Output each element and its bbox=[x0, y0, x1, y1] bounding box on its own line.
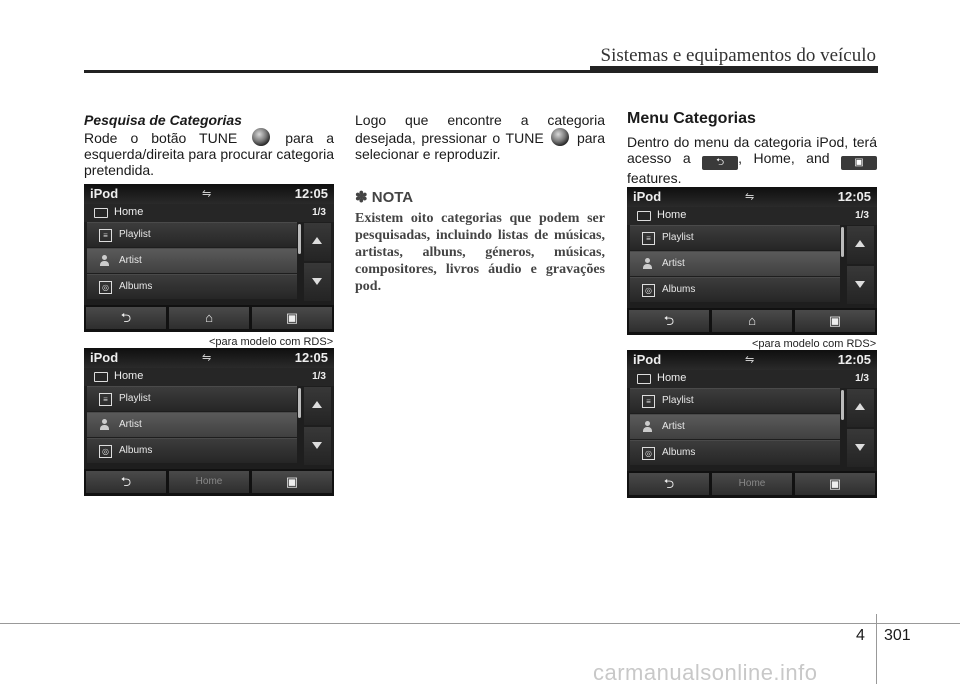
col1-text-a: Rode o botão TUNE bbox=[84, 130, 238, 146]
chapter-number: 4 bbox=[856, 627, 865, 644]
list-item-label: Playlist bbox=[119, 229, 151, 240]
col3-text-c: features. bbox=[627, 170, 682, 186]
album-icon: ◎ bbox=[642, 284, 655, 297]
home-row-label: Home bbox=[657, 209, 687, 221]
arrow-up-icon bbox=[855, 403, 865, 410]
col3-text bbox=[627, 110, 877, 186]
caption-rds: <para modelo com RDS> bbox=[209, 336, 334, 348]
usb-icon: ⇋ bbox=[745, 354, 755, 366]
back-button[interactable] bbox=[629, 473, 709, 495]
home-button[interactable]: Home bbox=[712, 473, 792, 495]
list-item-label: Albums bbox=[119, 445, 153, 456]
scroll-up-button[interactable] bbox=[304, 387, 331, 425]
section-title-menu: Menu Categorias bbox=[627, 110, 756, 127]
folder-up-button[interactable] bbox=[795, 310, 875, 332]
section-heading-categories: Pesquisa de Categorias bbox=[84, 112, 242, 128]
clock: 12:05 bbox=[837, 352, 871, 367]
home-row-label: Home bbox=[114, 370, 144, 382]
ipod-screen-3 bbox=[627, 187, 877, 335]
bottom-bar bbox=[84, 305, 334, 332]
folder-up-button[interactable] bbox=[795, 473, 875, 495]
usb-icon: ⇋ bbox=[202, 188, 212, 200]
tune-knob-icon bbox=[551, 128, 569, 146]
folder-up-icon: ▣ bbox=[285, 474, 299, 489]
list-item-label: Artist bbox=[662, 421, 685, 432]
back-button[interactable] bbox=[86, 471, 166, 493]
source-label: iPod bbox=[633, 189, 662, 204]
col3-text-a: Dentro do menu da categoria iPod, terá acesso a bbox=[627, 134, 877, 166]
col3-text-b: , Home, and bbox=[738, 150, 830, 166]
bottom-bar bbox=[627, 308, 877, 335]
caption-rds: <para modelo com RDS> bbox=[752, 338, 877, 350]
folder-up-icon: ▣ bbox=[285, 310, 299, 325]
playlist-icon: ≡ bbox=[99, 229, 112, 242]
arrow-up-icon bbox=[855, 240, 865, 247]
col1-text-b: para a bbox=[285, 130, 335, 146]
arrow-down-icon bbox=[312, 278, 322, 285]
arrow-up-icon bbox=[312, 237, 322, 244]
scroll-down-button[interactable] bbox=[847, 429, 874, 467]
home-button[interactable] bbox=[169, 307, 249, 329]
back-arrow-icon: ⮌ bbox=[663, 313, 675, 328]
scroll-up-button[interactable] bbox=[304, 223, 331, 261]
back-button[interactable] bbox=[629, 310, 709, 332]
status-bar bbox=[627, 187, 877, 207]
arrow-down-icon bbox=[855, 281, 865, 288]
tune-knob-icon bbox=[252, 128, 270, 146]
list-item-label: Albums bbox=[662, 447, 696, 458]
col2-text-b: para selecionar e reproduzir. bbox=[355, 130, 606, 162]
home-button[interactable]: Home bbox=[169, 471, 249, 493]
scroll-up-button[interactable] bbox=[847, 389, 874, 427]
scrollbar[interactable] bbox=[298, 224, 301, 254]
col1-paragraph bbox=[84, 128, 334, 178]
page-number: 301 bbox=[884, 627, 911, 644]
list-item-albums[interactable] bbox=[630, 440, 840, 465]
ipod-screen-1 bbox=[84, 184, 334, 332]
list-item-label: Albums bbox=[662, 284, 696, 295]
col2-text-a: Logo que encontre a categoria desejada, pressionar o TUNE bbox=[355, 112, 605, 146]
home-row[interactable] bbox=[84, 204, 334, 222]
list-item-artist[interactable] bbox=[630, 251, 840, 276]
playlist-icon: ≡ bbox=[642, 232, 655, 245]
footer-divider bbox=[876, 614, 877, 684]
back-button[interactable] bbox=[86, 307, 166, 329]
page-indicator: 1/3 bbox=[855, 210, 869, 221]
page-header-title: Sistemas e equipamentos do veículo bbox=[600, 45, 876, 66]
bottom-bar bbox=[627, 471, 877, 498]
list-item-albums[interactable] bbox=[87, 274, 297, 299]
folder-icon bbox=[94, 208, 108, 218]
col2-paragraph bbox=[355, 112, 605, 162]
scroll-down-button[interactable] bbox=[304, 427, 331, 465]
home-button[interactable] bbox=[712, 310, 792, 332]
bottom-bar bbox=[84, 469, 334, 496]
artist-icon bbox=[99, 255, 110, 266]
artist-icon bbox=[99, 419, 110, 430]
source-label: iPod bbox=[90, 186, 119, 201]
home-row[interactable] bbox=[627, 370, 877, 388]
folder-up-button-icon: ▣ bbox=[841, 156, 877, 170]
list-item-label: Albums bbox=[119, 281, 153, 292]
list-item-label: Playlist bbox=[662, 395, 694, 406]
home-row[interactable] bbox=[627, 207, 877, 225]
scrollbar[interactable] bbox=[841, 390, 844, 420]
album-icon: ◎ bbox=[99, 445, 112, 458]
back-arrow-icon: ⮌ bbox=[120, 474, 132, 489]
folder-up-icon: ▣ bbox=[828, 313, 842, 328]
list-item-playlist[interactable] bbox=[630, 225, 840, 250]
watermark: carmanualsonline.info bbox=[593, 660, 818, 685]
source-label: iPod bbox=[90, 350, 119, 365]
status-bar bbox=[627, 350, 877, 370]
col3-paragraph bbox=[627, 134, 877, 186]
list-item-artist[interactable] bbox=[87, 412, 297, 437]
folder-icon bbox=[637, 374, 651, 384]
list-item-albums[interactable] bbox=[630, 277, 840, 302]
artist-icon bbox=[642, 421, 653, 432]
home-icon: ⌂ bbox=[748, 313, 756, 328]
ipod-screen-4 bbox=[627, 350, 877, 498]
album-icon: ◎ bbox=[99, 281, 112, 294]
list-item-label: Playlist bbox=[662, 232, 694, 243]
page-indicator: 1/3 bbox=[312, 371, 326, 382]
ipod-screen-2 bbox=[84, 348, 334, 496]
usb-icon: ⇋ bbox=[202, 352, 212, 364]
note-title: ✽ NOTA bbox=[355, 189, 414, 206]
artist-icon bbox=[642, 258, 653, 269]
back-button-icon: ⮌ bbox=[702, 156, 738, 170]
playlist-icon: ≡ bbox=[642, 395, 655, 408]
col1-text bbox=[84, 112, 334, 178]
list-item-label: Playlist bbox=[119, 393, 151, 404]
playlist-icon: ≡ bbox=[99, 393, 112, 406]
note-body: Existem oito categorias que podem ser pesquisadas, incluindo listas de músicas, artistas, albuns, géneros, músicas, compositores, livros áudio e gravações pod. bbox=[355, 211, 605, 294]
folder-up-button[interactable] bbox=[252, 471, 332, 493]
status-bar bbox=[84, 184, 334, 204]
col2-text bbox=[355, 112, 605, 295]
status-bar bbox=[84, 348, 334, 368]
home-row[interactable] bbox=[84, 368, 334, 386]
back-arrow-icon: ⮌ bbox=[663, 476, 675, 491]
home-icon: ⌂ bbox=[205, 310, 213, 325]
list-item-label: Artist bbox=[662, 258, 685, 269]
scroll-down-button[interactable] bbox=[304, 263, 331, 301]
source-label: iPod bbox=[633, 352, 662, 367]
folder-up-icon: ▣ bbox=[828, 476, 842, 491]
footer-rule bbox=[0, 623, 960, 624]
clock: 12:05 bbox=[294, 350, 328, 365]
back-arrow-icon: ⮌ bbox=[120, 310, 132, 325]
arrow-up-icon bbox=[312, 401, 322, 408]
list-item-playlist[interactable] bbox=[87, 222, 297, 247]
arrow-down-icon bbox=[855, 444, 865, 451]
arrow-down-icon bbox=[312, 442, 322, 449]
home-row-label: Home bbox=[657, 372, 687, 384]
album-icon: ◎ bbox=[642, 447, 655, 460]
list-item-albums[interactable] bbox=[87, 438, 297, 463]
folder-icon bbox=[94, 372, 108, 382]
list-item-artist[interactable] bbox=[87, 248, 297, 273]
folder-icon bbox=[637, 211, 651, 221]
clock: 12:05 bbox=[294, 186, 328, 201]
usb-icon: ⇋ bbox=[745, 191, 755, 203]
scrollbar[interactable] bbox=[298, 388, 301, 418]
page-indicator: 1/3 bbox=[855, 373, 869, 384]
list-item-artist[interactable] bbox=[630, 414, 840, 439]
col1-text-c: esquerda/direita para procurar categoria pretendida. bbox=[84, 146, 334, 178]
clock: 12:05 bbox=[837, 189, 871, 204]
scrollbar[interactable] bbox=[841, 227, 844, 257]
scroll-up-button[interactable] bbox=[847, 226, 874, 264]
scroll-down-button[interactable] bbox=[847, 266, 874, 304]
header-rule-accent bbox=[590, 66, 878, 71]
list-item-label: Artist bbox=[119, 255, 142, 266]
home-row-label: Home bbox=[114, 206, 144, 218]
list-item-label: Artist bbox=[119, 419, 142, 430]
list-item-playlist[interactable] bbox=[87, 386, 297, 411]
folder-up-button[interactable] bbox=[252, 307, 332, 329]
list-item-playlist[interactable] bbox=[630, 388, 840, 413]
page-indicator: 1/3 bbox=[312, 207, 326, 218]
